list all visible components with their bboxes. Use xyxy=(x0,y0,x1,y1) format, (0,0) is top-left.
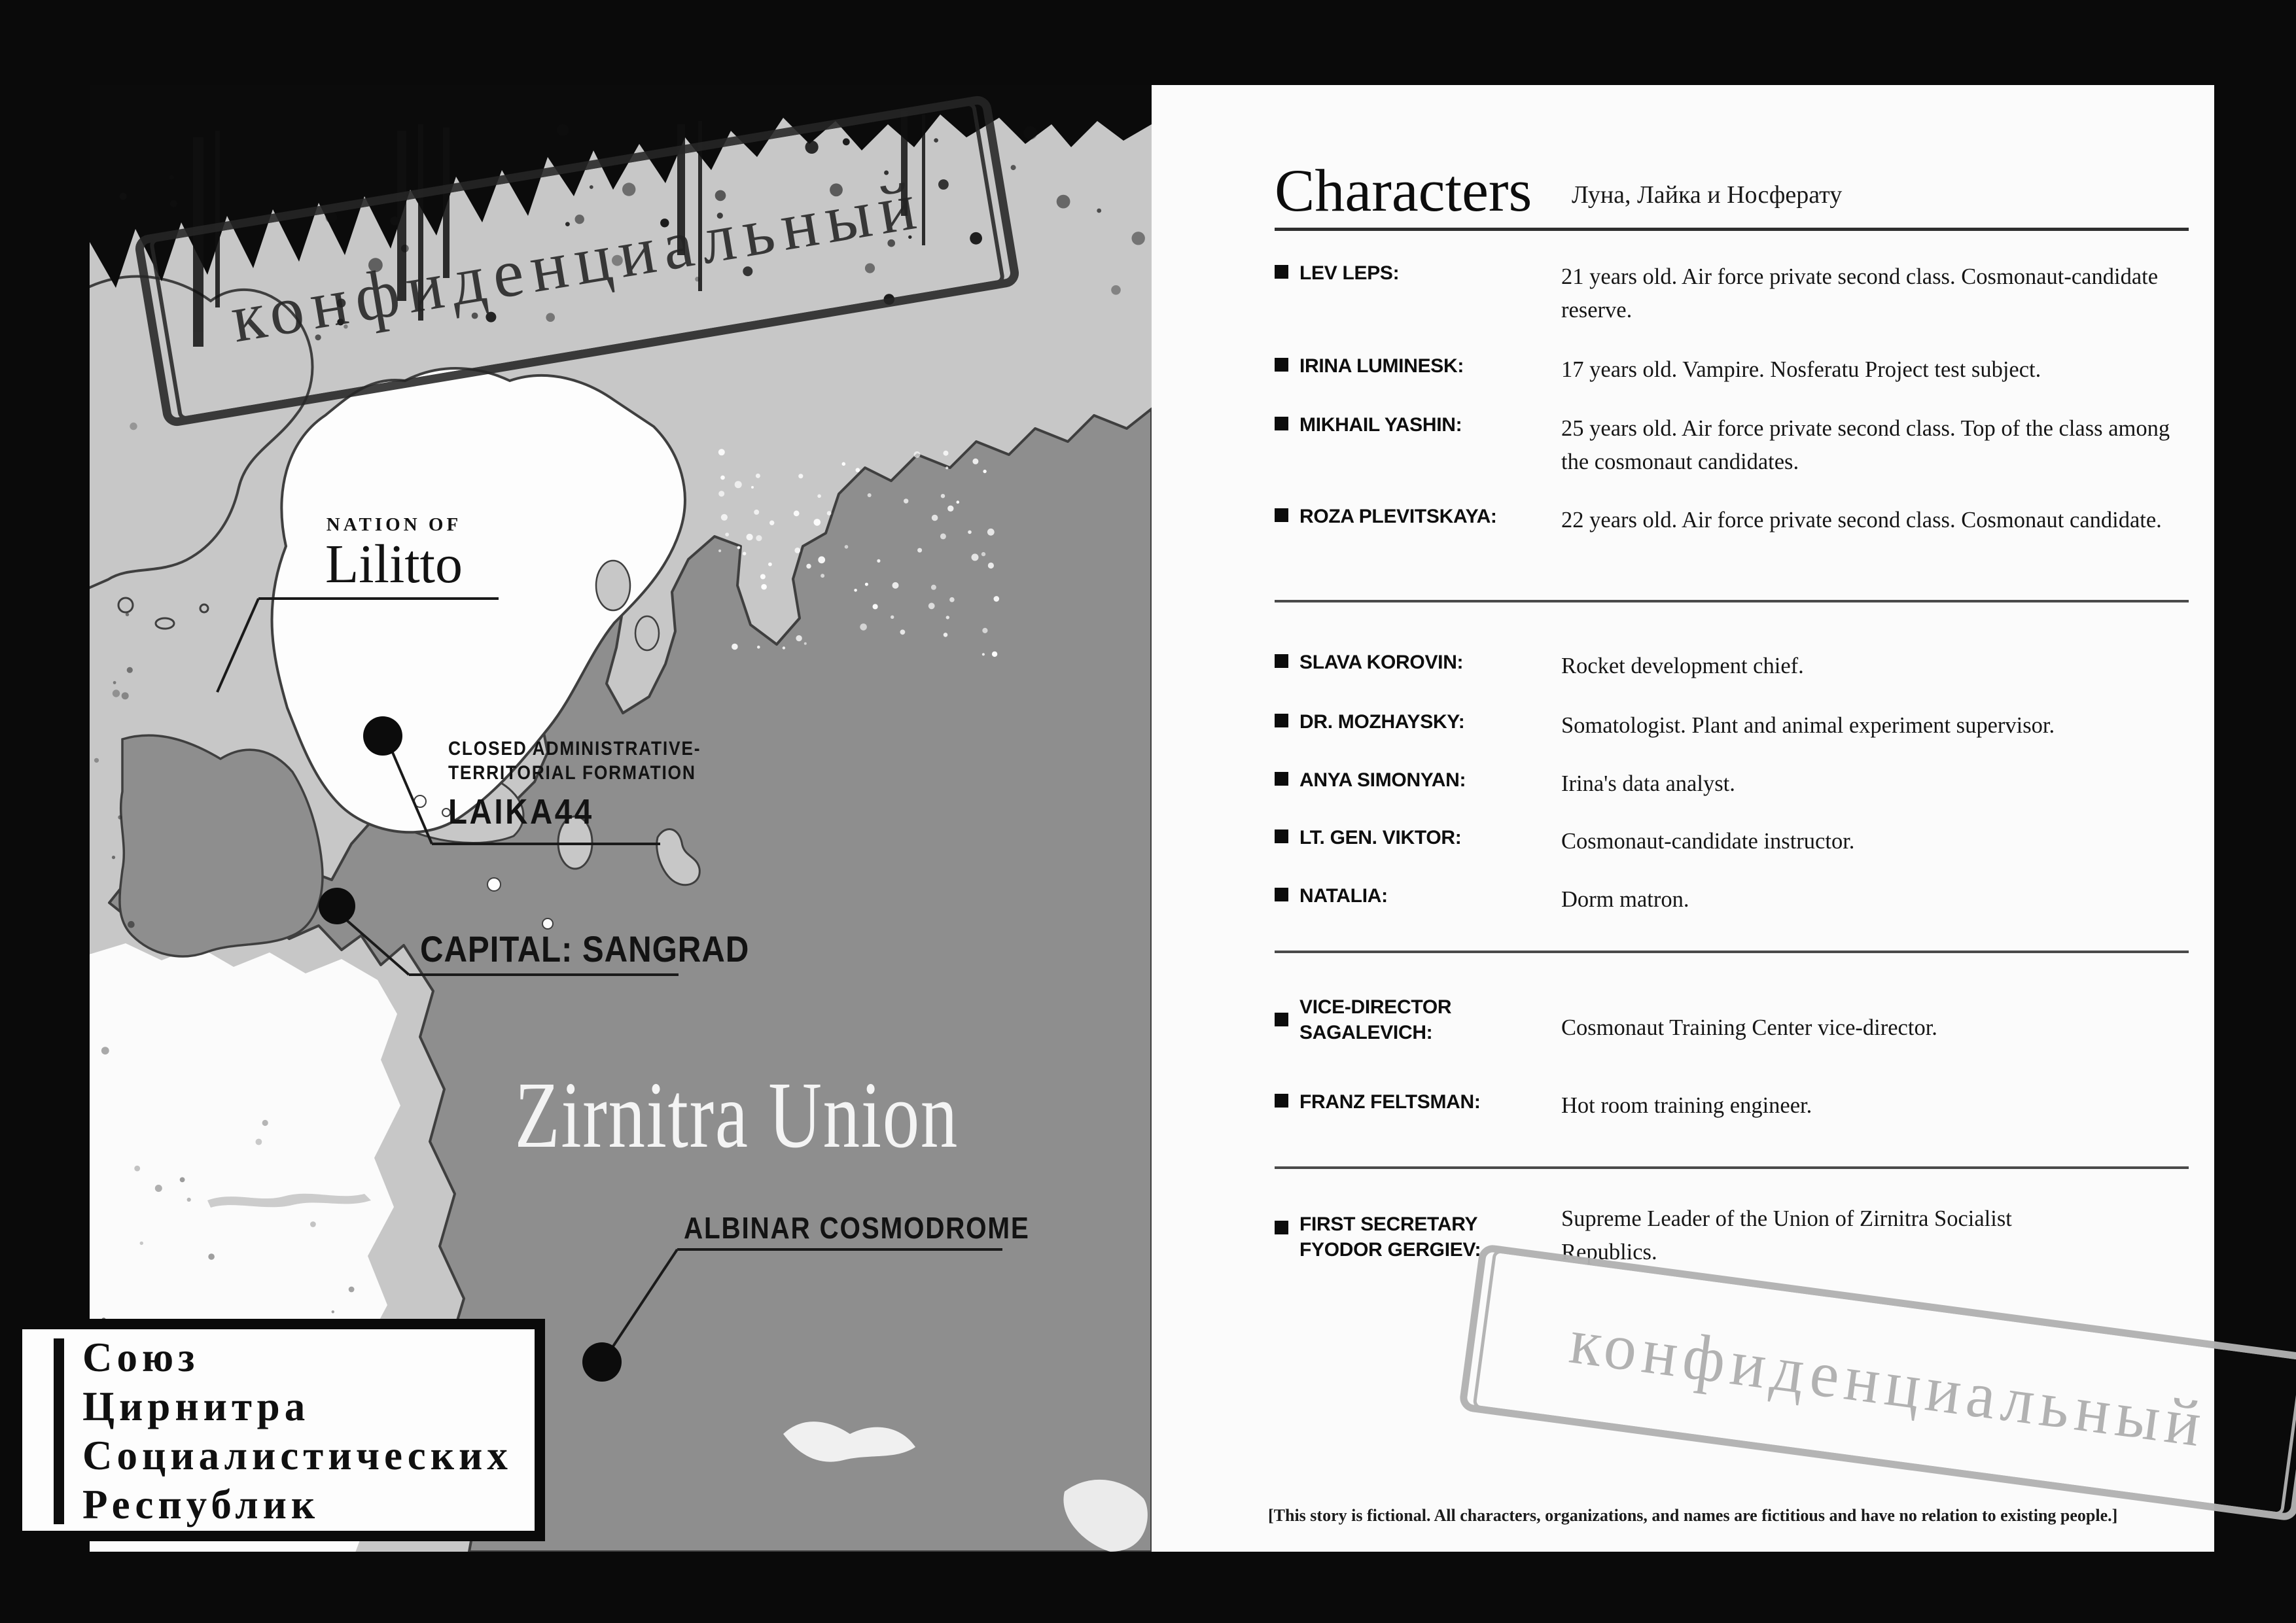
confidential-stamp-top-text: конфиденциальный xyxy=(225,166,929,357)
laika44-label-line1: CLOSED ADMINISTRATIVE- xyxy=(448,738,701,759)
character-row xyxy=(1275,994,2189,1045)
lake xyxy=(635,616,659,650)
page-subtitle: Луна, Лайка и Носферату xyxy=(1572,181,1843,209)
bullet-square-icon xyxy=(1275,508,1288,522)
union-box-bar xyxy=(54,1338,64,1524)
zirnitra-union-label: Zirnitra Union xyxy=(514,1063,959,1168)
disclaimer-text: [This story is fictional. All characters, organizations, and names are fictitious and have no relation to existing people.] xyxy=(1268,1506,2118,1525)
lilitto-name: Lilitto xyxy=(325,534,463,595)
laika44-name: LAIKA44 xyxy=(448,792,594,831)
bullet-square-icon xyxy=(1275,888,1288,901)
character-row xyxy=(1275,883,2189,916)
character-description: Cosmonaut Training Center vice-director. xyxy=(1561,1015,1937,1040)
character-description: Irina's data analyst. xyxy=(1561,771,1735,796)
character-description: Cosmonaut-candidate instructor. xyxy=(1561,829,1855,854)
character-name: ANYA SIMONYAN: xyxy=(1299,769,1466,791)
albinar-cosmodrome-label: ALBINAR COSMODROME xyxy=(684,1211,1030,1245)
capital-sangrad-label: CAPITAL: SANGRAD xyxy=(420,928,750,969)
island xyxy=(118,598,133,612)
character-description: Supreme Leader of the Union of Zirnitra Socialist Republics. xyxy=(1561,1206,2012,1265)
character-description: Rocket development chief. xyxy=(1561,654,1804,678)
city-dot-laika44 xyxy=(363,716,402,756)
union-name-line: Союз xyxy=(82,1335,200,1380)
character-name: FIRST SECRETARY FYODOR GERGIEV: xyxy=(1299,1213,1481,1261)
city-dot-albinar xyxy=(582,1342,622,1382)
character-description: 25 years old. Air force private second class. Top of the class among the cosmonaut candidates. xyxy=(1561,416,2170,474)
character-row xyxy=(1275,709,2189,742)
character-description: Somatologist. Plant and animal experiment supervisor. xyxy=(1561,713,2055,738)
island xyxy=(200,604,208,612)
character-row xyxy=(1275,412,2189,479)
character-description: Hot room training engineer. xyxy=(1561,1093,1812,1118)
character-description: 22 years old. Air force private second class. Cosmonaut candidate. xyxy=(1561,508,2162,532)
nation-of-lilitto-label xyxy=(279,514,508,595)
bullet-square-icon xyxy=(1275,1094,1288,1108)
character-row xyxy=(1275,825,2189,858)
bullet-square-icon xyxy=(1275,1221,1288,1234)
character-row xyxy=(1275,650,2189,683)
bullet-square-icon xyxy=(1275,358,1288,372)
island xyxy=(156,618,174,629)
union-name-line: Цирнитра xyxy=(82,1384,310,1429)
character-row xyxy=(1275,767,2189,801)
character-name: SLAVA KOROVIN: xyxy=(1299,652,1464,673)
bullet-square-icon xyxy=(1275,1013,1288,1026)
character-row xyxy=(1275,260,2189,327)
character-name: ROZA PLEVITSKAYA: xyxy=(1299,506,1497,527)
laika44-label xyxy=(448,737,735,832)
section-divider xyxy=(1275,600,2189,602)
character-name: MIKHAIL YASHIN: xyxy=(1299,414,1462,436)
character-name: LT. GEN. VIKTOR: xyxy=(1299,827,1462,848)
title-rule xyxy=(1275,228,2189,231)
bullet-square-icon xyxy=(1275,417,1288,430)
laika44-label-line2: TERRITORIAL FORMATION xyxy=(448,762,696,784)
character-description: 17 years old. Vampire. Nosferatu Project test subject. xyxy=(1561,357,2041,382)
section-divider xyxy=(1275,951,2189,953)
bullet-square-icon xyxy=(1275,654,1288,668)
character-name: DR. MOZHAYSKY: xyxy=(1299,711,1465,733)
islet xyxy=(487,878,501,891)
union-name-line: Республик xyxy=(82,1482,320,1527)
bullet-square-icon xyxy=(1275,265,1288,279)
character-description: 21 years old. Air force private second class. Cosmonaut-candidate reserve. xyxy=(1561,264,2159,323)
character-row xyxy=(1275,504,2189,537)
confidential-stamp-bottom-text: конфиденциальный xyxy=(1565,1304,2212,1461)
character-row xyxy=(1275,1089,2189,1123)
character-row xyxy=(1275,1202,2189,1269)
nation-of-text: NATION OF xyxy=(326,514,462,535)
section-divider xyxy=(1275,1166,2189,1169)
bullet-square-icon xyxy=(1275,772,1288,786)
character-name: FRANZ FELTSMAN: xyxy=(1299,1091,1481,1113)
character-name: NATALIA: xyxy=(1299,885,1388,907)
lake xyxy=(596,561,630,610)
union-name-line: Социалистических xyxy=(82,1433,512,1478)
union-name-lines xyxy=(82,1333,512,1529)
city-dot-sangrad xyxy=(319,888,355,924)
character-name: VICE-DIRECTOR SAGALEVICH: xyxy=(1299,996,1452,1043)
union-name-box xyxy=(12,1319,545,1541)
bullet-square-icon xyxy=(1275,829,1288,843)
character-description: Dorm matron. xyxy=(1561,887,1689,912)
bullet-square-icon xyxy=(1275,714,1288,727)
character-name: LEV LEPS: xyxy=(1299,262,1400,284)
character-row xyxy=(1275,353,2189,387)
character-name: IRINA LUMINESK: xyxy=(1299,355,1464,377)
page-title: Characters xyxy=(1275,157,1532,224)
